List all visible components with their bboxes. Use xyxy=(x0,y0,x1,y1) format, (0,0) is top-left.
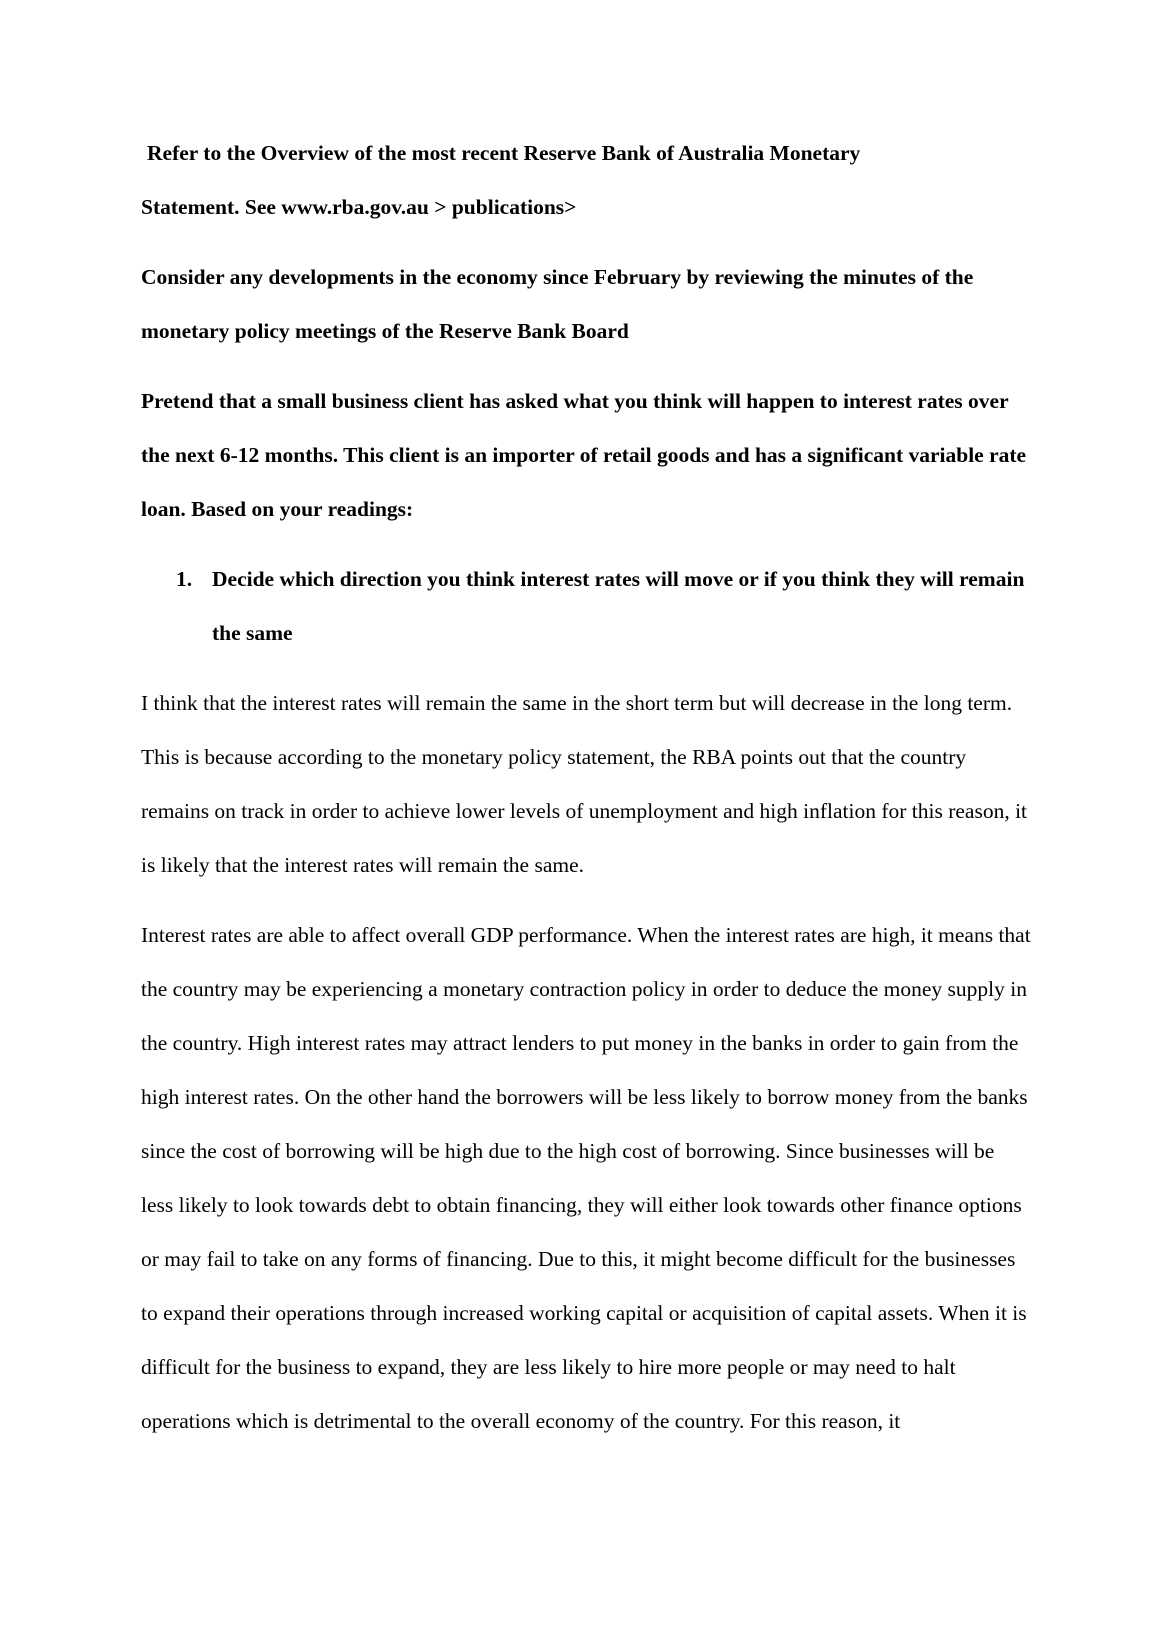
pretend-paragraph: Pretend that a small business client has asked what you think will happen to interest rates over the next 6-12 months. This client is an importer of retail goods and has a significant variable rate loan. Based on your readings: xyxy=(141,389,1027,521)
list-item-number: 1. xyxy=(176,567,193,591)
intro-paragraph xyxy=(141,126,1031,234)
document-body xyxy=(141,126,1031,1448)
list-item xyxy=(141,552,1031,660)
list-item-text: Decide which direction you think interest rates will move or if you think they will remain the same xyxy=(212,567,1025,645)
intro-line-2: Statement. See www.rba.gov.au > publications> xyxy=(141,195,577,219)
question-list xyxy=(141,552,1031,660)
intro-line-1: Refer to the Overview of the most recent Reserve Bank of Australia Monetary xyxy=(147,141,861,165)
answer-paragraph-2: Interest rates are able to affect overall GDP performance. When the interest rates are high, it means that the country may be experiencing a monetary contraction policy in order to deduce the money supply in the country. High interest rates may attract lenders to put money in the banks in order to gain from the high interest rates. On the other hand the borrowers will be less likely to borrow money from the banks since the cost of borrowing will be high due to the high cost of borrowing. Since businesses will be less likely to look towards debt to obtain financing, they will either look towards other finance options or may fail to take on any forms of financing. Due to this, it might become difficult for the businesses to expand their operations through increased working capital or acquisition of capital assets. When it is difficult for the business to expand, they are less likely to hire more people or may need to halt operations which is detrimental to the overall economy of the country. For this reason, it xyxy=(141,923,1031,1433)
answer-paragraph-1: I think that the interest rates will remain the same in the short term but will decrease in the long term. This is because according to the monetary policy statement, the RBA points out that the country remains on track in order to achieve lower levels of unemployment and high inflation for this reason, it is likely that the interest rates will remain the same. xyxy=(141,691,1028,877)
consider-paragraph: Consider any developments in the economy since February by reviewing the minutes of the monetary policy meetings of the Reserve Bank Board xyxy=(141,265,974,343)
